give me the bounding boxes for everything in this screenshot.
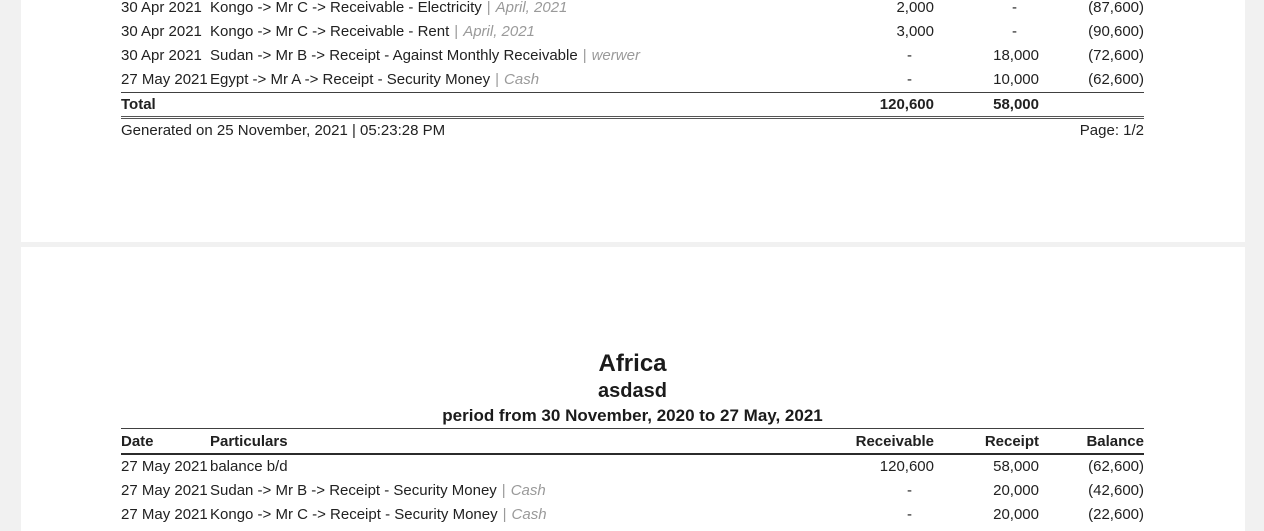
receipt-cell: 20,000 xyxy=(993,482,1039,499)
report-title: Africa xyxy=(598,350,667,377)
particulars-text: Sudan -> Mr B -> Receipt - Against Monthly Receivable xyxy=(210,47,578,64)
note-separator: | xyxy=(501,482,506,499)
particulars-text: Kongo -> Mr C -> Receivable - Rent xyxy=(210,23,450,40)
particulars-text: Egypt -> Mr A -> Receipt - Security Money xyxy=(210,71,491,88)
report-table-page-2 xyxy=(121,350,1144,527)
note-text: April, 2021 xyxy=(495,0,568,16)
receivable-cell: - xyxy=(907,71,912,88)
report-page-2 xyxy=(21,247,1245,531)
generated-timestamp: Generated on 25 November, 2021 | 05:23:28 PM xyxy=(121,122,446,139)
page-footer xyxy=(121,119,1144,143)
note-text: Cash xyxy=(511,506,547,523)
receivable-cell: - xyxy=(907,47,912,64)
particulars-cell xyxy=(210,44,829,68)
receipt-cell: 18,000 xyxy=(993,47,1039,64)
table-row xyxy=(121,44,1144,68)
report-page-1 xyxy=(21,0,1245,242)
balance-cell: (62,600) xyxy=(1088,71,1144,88)
date-cell: 27 May 2021 xyxy=(121,506,208,523)
total-label: Total xyxy=(121,96,156,113)
date-cell: 27 May 2021 xyxy=(121,482,208,499)
balance-cell: (87,600) xyxy=(1088,0,1144,16)
particulars-cell xyxy=(210,479,829,503)
receipt-cell: - xyxy=(1012,0,1017,16)
column-header-date: Date xyxy=(121,433,154,450)
total-balance-cell xyxy=(1039,93,1144,116)
balance-cell: (90,600) xyxy=(1088,23,1144,40)
particulars-cell xyxy=(210,0,829,20)
particulars-text: Sudan -> Mr B -> Receipt - Security Money xyxy=(210,482,497,499)
note-separator: | xyxy=(502,506,507,523)
receipt-cell: - xyxy=(1012,23,1017,40)
column-header-receivable: Receivable xyxy=(855,433,934,450)
column-header-balance: Balance xyxy=(1086,433,1144,450)
receivable-cell: 120,600 xyxy=(879,458,934,475)
report-period: period from 30 November, 2020 to 27 May, 2021 xyxy=(442,406,823,425)
receipt-cell: 20,000 xyxy=(993,506,1039,523)
balance-cell: (22,600) xyxy=(1088,506,1144,523)
receivable-cell: 3,000 xyxy=(896,23,934,40)
total-receivable-cell: 120,600 xyxy=(879,96,934,113)
balance-cell: (42,600) xyxy=(1088,482,1144,499)
particulars-text: Kongo -> Mr C -> Receivable - Electricity xyxy=(210,0,482,16)
table-row xyxy=(121,0,1144,20)
table-header-row xyxy=(121,429,1144,455)
table-row xyxy=(121,68,1144,92)
total-row xyxy=(121,92,1144,119)
note-separator: | xyxy=(486,0,491,16)
balance-cell: (62,600) xyxy=(1088,458,1144,475)
total-receipt-cell: 58,000 xyxy=(993,96,1039,113)
column-header-receipt: Receipt xyxy=(984,433,1039,450)
date-cell: 30 Apr 2021 xyxy=(121,47,202,64)
note-text: Cash xyxy=(504,71,540,88)
date-cell: 27 May 2021 xyxy=(121,71,208,88)
note-text: Cash xyxy=(510,482,546,499)
receivable-cell: - xyxy=(907,482,912,499)
particulars-cell xyxy=(210,20,829,44)
receivable-cell: - xyxy=(907,506,912,523)
date-cell: 30 Apr 2021 xyxy=(121,0,202,16)
particulars-cell xyxy=(210,455,829,479)
table-row xyxy=(121,479,1144,503)
receipt-cell: 10,000 xyxy=(993,71,1039,88)
page-number: Page: 1/2 xyxy=(1079,122,1144,139)
date-cell: 30 Apr 2021 xyxy=(121,23,202,40)
report-table-page-1 xyxy=(121,0,1144,143)
note-separator: | xyxy=(582,47,587,64)
particulars-text: Kongo -> Mr C -> Receipt - Security Money xyxy=(210,506,498,523)
note-separator: | xyxy=(454,23,459,40)
report-title-block xyxy=(121,350,1144,429)
note-text: April, 2021 xyxy=(463,23,535,40)
particulars-cell xyxy=(210,68,829,92)
table-row xyxy=(121,503,1144,527)
particulars-cell xyxy=(210,503,829,527)
particulars-text: balance b/d xyxy=(210,458,288,475)
column-header-particulars: Particulars xyxy=(210,433,288,450)
table-row xyxy=(121,455,1144,479)
date-cell: 27 May 2021 xyxy=(121,458,208,475)
note-separator: | xyxy=(495,71,500,88)
receipt-cell: 58,000 xyxy=(993,458,1039,475)
note-text: werwer xyxy=(591,47,640,64)
report-subtitle: asdasd xyxy=(598,380,667,402)
receivable-cell: 2,000 xyxy=(896,0,934,16)
balance-cell: (72,600) xyxy=(1088,47,1144,64)
table-row xyxy=(121,20,1144,44)
